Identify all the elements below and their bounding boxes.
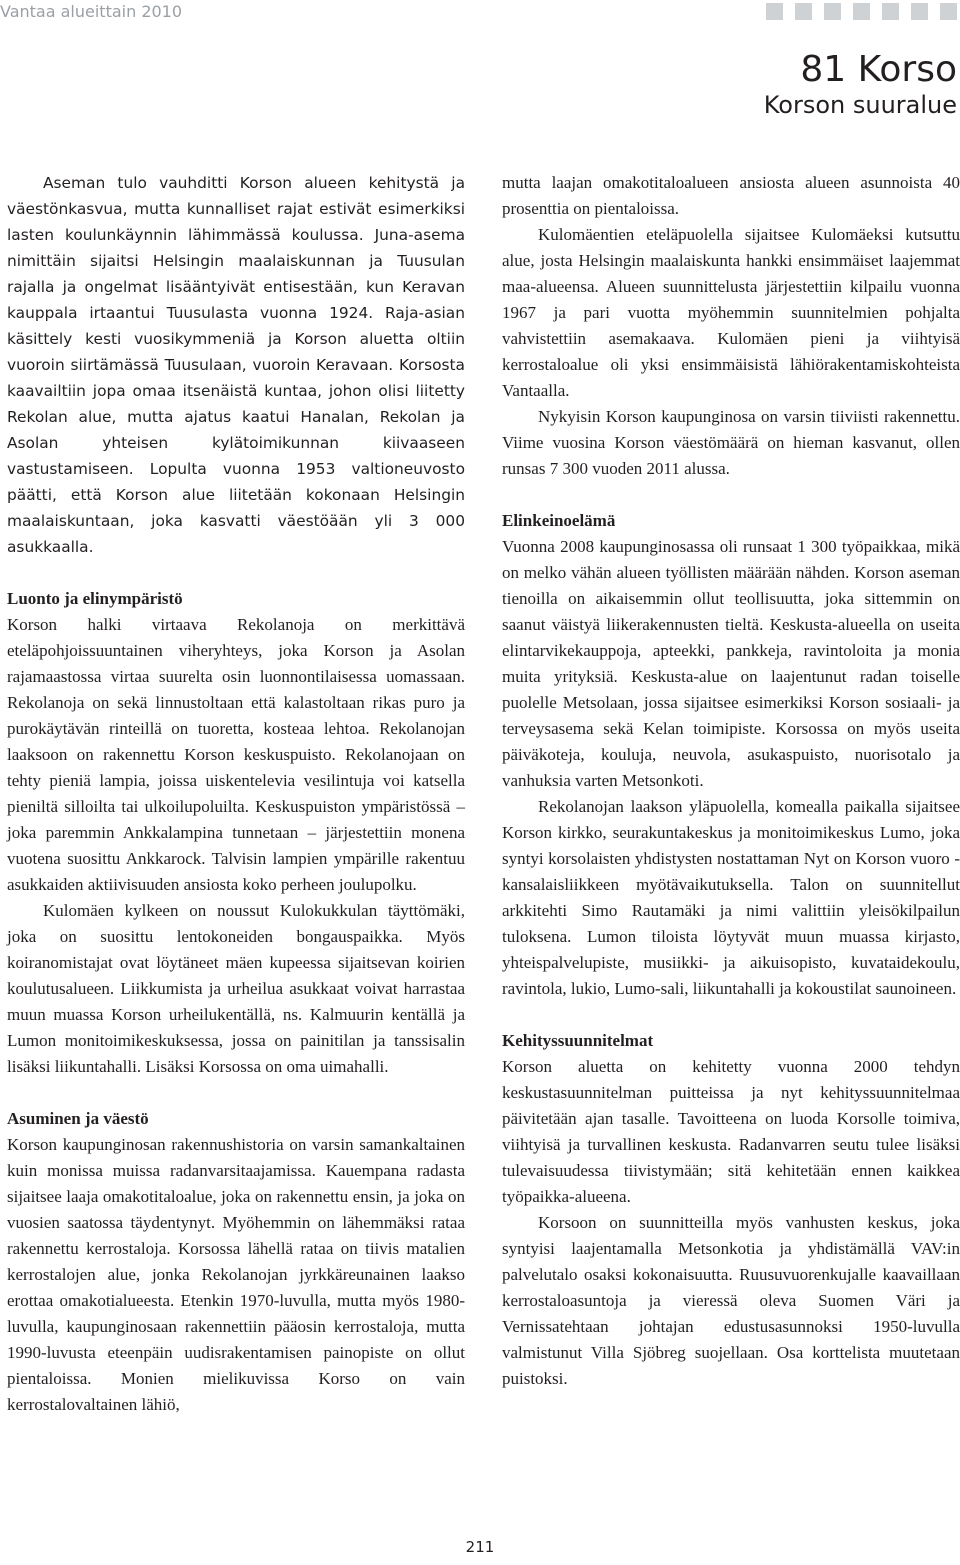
paragraph: Rekolanojan laakson yläpuolella, komealla paikalla sijaitsee Korson kirkko, seurakuntakeskus ja monitoimikeskus Lumo, joka syntyi korsolaisten yhdistysten nostattaman Nyt on Korson vuoro -kansalaisliikkeen myötävaikutuksella. Talon on suunnitellut arkkitehti Simo Rautamäki ja nimi valittiin yleisökilpailun tuloksena. Lumon tiloista löytyvät muun muassa kirjasto, yhteispalvelupiste, musiikki- ja aikuisopisto, kuvataidekoulu, ravintola, lukio, Lumo-sali, liikuntahalli ja kokoustilat saunoineen. [502, 797, 960, 998]
paragraph-text: Korsosta kaavailtiin jopa omaa itsenäistä kuntaa, johon olisi liitetty Rekolan alue, mutta ajatus kaatui Hanalan, Rekolan ja Asolan yhteisen kylätoimikunnan kiivaaseen vastustamiseen. Lopulta vuonna 1953 valtioneuvosto päätti, että Korson alue liitetään kokonaan Helsingin maalaiskuntaan, joka kasvatti väestöään yli 3 000 asukkaalla. [7, 356, 465, 556]
paragraph: Korson kaupunginosan rakennushistoria on varsin samankaltainen kuin monissa muissa radanvarsitaajamissa. Kauempana radasta sijaitsee laaja omakotitaloalue, joka on rakennettu ensin, ja joka on vuosien saatossa täydentynyt. Myöhemmin on lähemmäksi rataa rakennettu kerrostaloja. Korsossa lähellä rataa on tiivis matalien kerrostalojen alue, jonka Rekolanojan jyrkkäreunainen laakso erottaa omakotialueesta. Etenkin 1970-luvulla, mutta myös 1980-luvulla, kaupunginosaan rakennettiin pääosin kerrostaloja, mutta 1990-luvusta eteenpäin uudisrakentamisen painopiste on ollut pientaloissa. Monien mielikuvissa Korso on vain kerrostalovaltainen lähiö, [7, 1135, 465, 1414]
page-subtitle: Korson suuralue [763, 91, 957, 119]
page-title-block [764, 50, 957, 120]
paragraph: Nykyisin Korson kaupunginosa on varsin tiiviisti rakennettu. Viime vuosina Korson väestömäärä on hieman kasvanut, ollen runsas 7 300 vuoden 2011 alussa. [502, 407, 960, 478]
section-heading-housing: Asuminen ja väestö [7, 1109, 149, 1128]
left-column [7, 170, 465, 1418]
page-title: 81 Korso [800, 49, 957, 90]
section-heading-economy: Elinkeinoelämä [502, 511, 616, 530]
paragraph: Kulomäentien eteläpuolella sijaitsee Kulomäeksi kutsuttu alue, josta Helsingin maalaiskunta hankki ensimmäiset laajemmat maa-alueensa. Alueen suunnittelusta järjestettiin kilpailu vuonna 1967 ja pari vuotta myöhemmin suunnitelmien pohjalta vahvistettiin asemakaava. Kulomäen pieni ja viihtyisä kerrostaloalue oli yksi ensimmäisistä lähiörakentamiskohteista Vantaalla. [502, 225, 960, 400]
decor-square [882, 3, 899, 20]
decor-square [766, 3, 783, 20]
paragraph: Korson aluetta on kehitetty vuonna 2000 tehdyn keskustasuunnitelman puitteissa ja nyt kehityssuunnitelmaa päivitetään ajan tasalle. Tavoitteena on luoda Korsolle toimiva, viihtyisä ja turvallinen keskusta. Radanvarren seutu tulee lisäksi tulevaisuudessa tiivistymään; sitä kehitetään ennen kaikkea työpaikka-alueena. [502, 1057, 960, 1206]
section-heading-nature: Luonto ja elinympäristö [7, 589, 183, 608]
section-heading-development: Kehityssuunnitelmat [502, 1031, 654, 1050]
paragraph-text: Juna-asema nimittäin sijaitsi Helsingin maalaiskunnan ja Tuusulan rajalla ja ongelmat lisääntyivät entisestään, kun Keravan kauppala irtaantui Tuusulasta vuonna 1924. Raja-asian käsittely kesti vuosikymmeniä ja Korson aluetta oltiin vuoroin siirtämässä Tuusulaan, vuoroin Keravaan. [7, 226, 465, 374]
publication-title: Vantaa alueittain 2010 [0, 2, 183, 21]
paragraph: Vuonna 2008 kaupunginosassa oli runsaat 1 300 työpaikkaa, mikä on melko vähän alueen työllisten määrään nähden. Korson aseman tienoilla on aikaisemmin ollut teollisuutta, joka sittemmin on saanut väistyä liikerakennusten tieltä. Keskusta-alueella on useita elintarvikekauppoja, apteekki, pankkeja, ravintoloita ja monia muita yrityksiä. Keskusta-alue on laajentunut radan toiselle puolelle Metsolaan, jossa sijaitsee esimerkiksi Korson sosiaali- ja terveysasema sekä Kelan toimipiste. Korsossa on myös useita päiväkoteja, kouluja, neuvola, asukaspuisto, nuorisotalo ja vanhuksia varten Metsonkoti. [502, 537, 960, 790]
decor-square [853, 3, 870, 20]
decor-square [824, 3, 841, 20]
decor-square [911, 3, 928, 20]
decor-square [940, 3, 957, 20]
paragraph: Kulomäen kylkeen on noussut Kulokukkulan täyttömäki, joka on suosittu lentokoneiden bongauspaikka. Myös koiranomistajat ovat löytäneet mäen kupeessa sijaitsevan koirien koulutusalueen. Liikkumista ja urheilua asukkaat voivat harrastaa muun muassa Korson urheilukentällä, ns. Kalmuurin kentällä ja Lumon monitoimikeskuksessa, jossa on painitilan ja tanssisalin lisäksi liikuntahalli. Lisäksi Korsossa on oma uimahalli. [7, 901, 465, 1076]
header-decoration [766, 3, 957, 20]
intro-paragraph [7, 170, 465, 560]
paragraph: Korson halki virtaava Rekolanoja on merkittävä eteläpohjoissuuntainen viheryhteys, joka Korson ja Asolan rajamaastossa virtaa suurelta osin luonnontilaisessa uomassaan. Rekolanoja on sekä linnustoltaan että kalastoltaan rikas puro ja purokäytävän rinteillä on tuoretta, kosteaa lehtoa. Rekolanojan laaksoon on rakennettu Korson keskuspuisto. Rekolanojaan on tehty pieniä lampia, joissa uiskentelevia vesilintuja voi katsella pieniltä silloilta tai ulkoilupoluilta. Keskuspuiston ympäristössä – joka paremmin Ankkalampina tunnetaan – järjestettiin monena vuotena suosittu Ankkarock. Talvisin lampien ympärille rakentuu asukkaiden aktiivisuuden ansiosta koko perheen joulupolku. [7, 615, 465, 894]
paragraph: Korsoon on suunnitteilla myös vanhusten keskus, joka syntyisi laajentamalla Metsonkotia ja yhdistämällä VAV:in palvelutalo osaksi kokonaisuutta. Ruusuvuorenkujalle kaavaillaan kerrostaloasuntoja ja vieressä oleva Suomen Väri ja Vernissatehtaan johtajan edustusasunnoksi 1950-luvulla valmistunut Villa Sjöbreg suojellaan. Osa korttelista muutetaan puistoksi. [502, 1213, 960, 1388]
right-column [502, 170, 960, 1392]
intro-text: Aseman tulo vauhditti Korson alueen kehitystä ja väestönkasvua, mutta kunnalliset rajat estivät esimerkiksi lasten koulunkäynnin lähimmässä koulussa. [7, 174, 465, 244]
page-number: 211 [465, 1538, 495, 1556]
decor-square [795, 3, 812, 20]
paragraph: mutta laajan omakotitaloalueen ansiosta alueen asunnoista 40 prosenttia on pientaloissa. [502, 173, 960, 218]
